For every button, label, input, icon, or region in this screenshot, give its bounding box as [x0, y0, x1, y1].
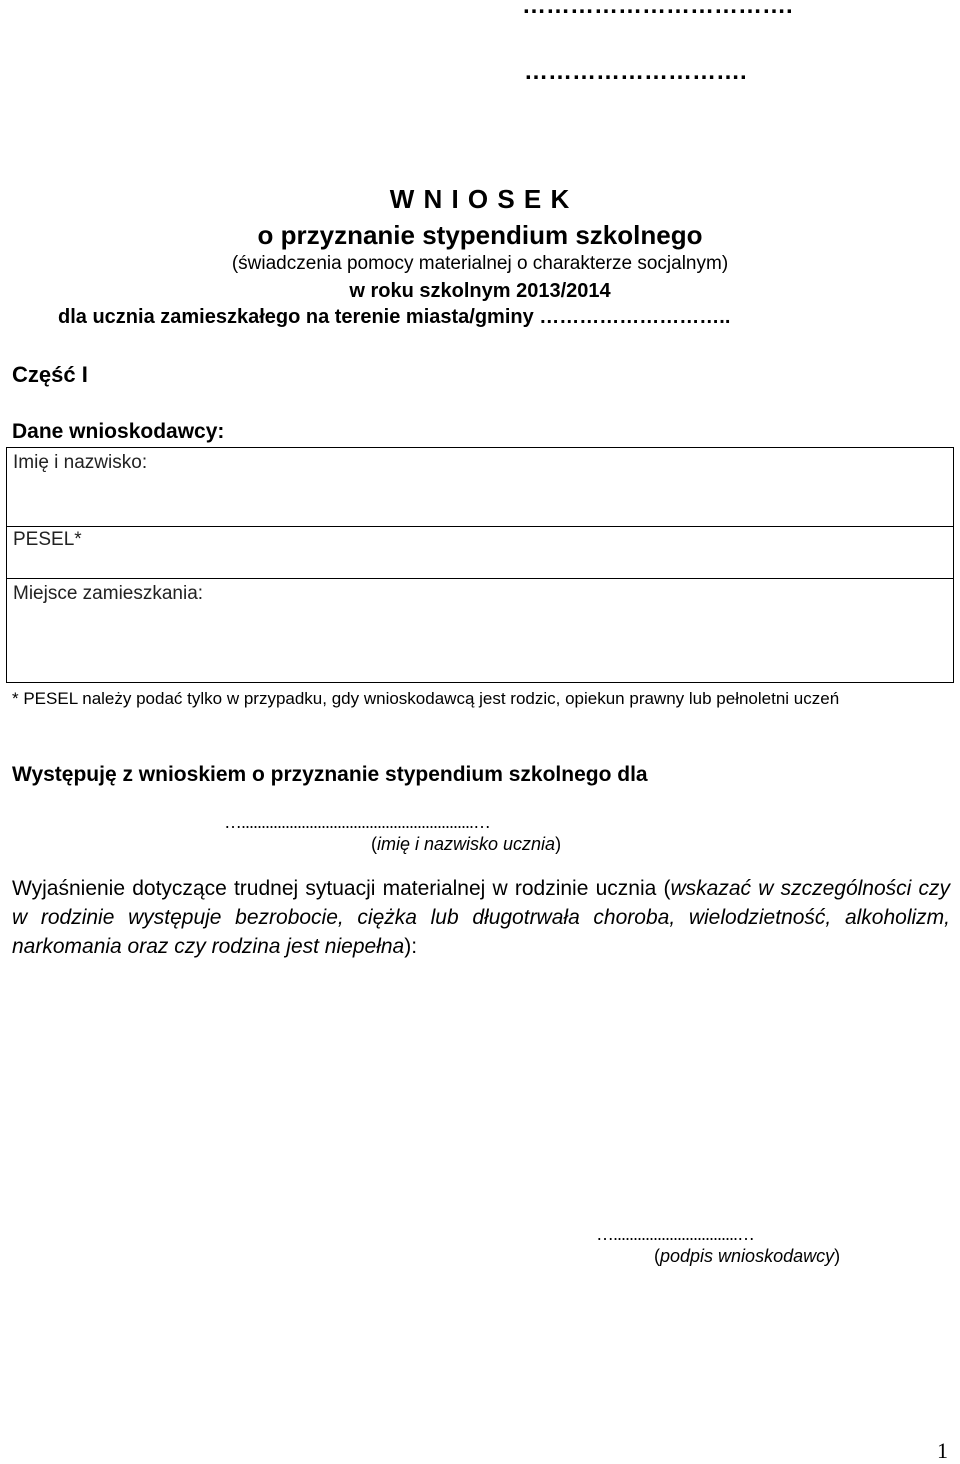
- signature-caption: (podpis wnioskodawcy): [654, 1246, 841, 1266]
- part-label: Część I: [12, 362, 88, 387]
- page-number: 1: [937, 1438, 948, 1463]
- pesel-field[interactable]: [7, 527, 953, 579]
- pesel-footnote: * PESEL należy podać tylko w przypadku, gdy wnioskodawcą jest rodzic, opiekun prawny lub pełnoletni uczeń: [12, 689, 840, 708]
- top-dots-line-1: …………………………….: [522, 0, 793, 19]
- request-heading: Występuję z wnioskiem o przyznanie stypendium szkolnego dla: [12, 763, 648, 786]
- resident-line: dla ucznia zamieszkałego na terenie miasta/gminy ………………………..: [58, 306, 731, 328]
- address-field[interactable]: [7, 579, 953, 684]
- student-name-dots[interactable]: …..........................................................…: [224, 812, 491, 832]
- document-subtitle-note: (świadczenia pomocy materialnej o charakterze socjalnym): [231, 253, 729, 274]
- applicant-form-box: [6, 447, 954, 683]
- explanation-paragraph: Wyjaśnienie dotyczące trudnej sytuacji materialnej w rodzinie ucznia (wskazać w szczególności czy w rodzinie występuje bezrobocie, ciężka lub długotrwała choroba, wielodzietność, alkoholizm, narkomania oraz czy rodzina jest niepełna):: [12, 877, 951, 958]
- signature-dots[interactable]: …...............................…: [596, 1224, 755, 1244]
- document-title: W N I O S E K: [389, 184, 571, 214]
- student-name-caption: (imię i nazwisko ucznia): [371, 834, 562, 854]
- name-label: Imię i nazwisko:: [13, 452, 148, 473]
- address-label: Miejsce zamieszkania:: [13, 583, 204, 604]
- name-field[interactable]: [7, 448, 953, 527]
- top-dots-line-2: ……………………….: [524, 58, 747, 85]
- pesel-label: PESEL*: [13, 529, 82, 550]
- applicant-section-title: Dane wnioskodawcy:: [12, 420, 225, 443]
- document-subtitle: o przyznanie stypendium szkolnego: [257, 220, 703, 250]
- school-year: w roku szkolnym 2013/2014: [349, 280, 611, 302]
